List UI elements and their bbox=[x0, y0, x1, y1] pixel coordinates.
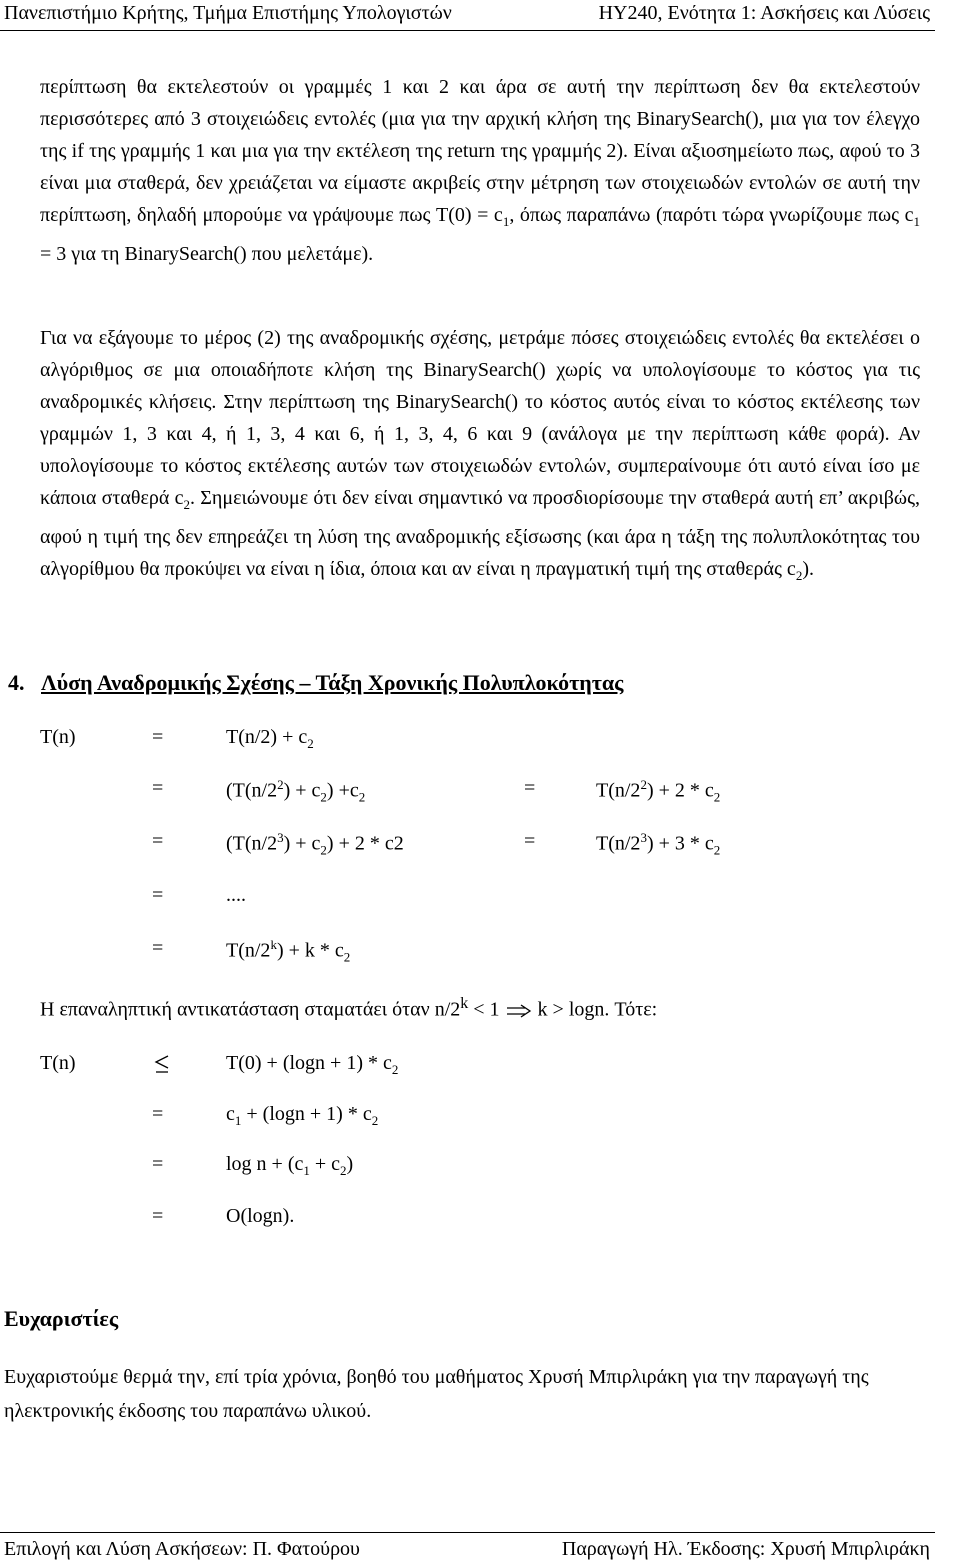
header-rule bbox=[0, 30, 935, 31]
derivation-expr: $T(n/2^k) + k * c_2$ bbox=[226, 937, 351, 965]
derivation-simplified: $T(n/2^2) + 2 * c_2$ bbox=[596, 777, 721, 805]
derivation-expr: $T(n/2) + c_2$ bbox=[226, 726, 314, 751]
equals-sign: = bbox=[152, 937, 164, 959]
derivation-row-5 bbox=[40, 937, 940, 969]
acknowledgements-text: Ευχαριστούμε θερμά την, επί τρία χρόνια, βοηθό του μαθήματος Χρυσή Μπιρλιράκη για την παραγωγή της ηλεκτρονικής έκδοσης του παραπάνω υλικού. bbox=[4, 1366, 869, 1422]
para2-text-c: ). bbox=[802, 558, 814, 580]
derivation-lhs: T(n) bbox=[40, 726, 76, 748]
result-expr: $c_1 + (\log n + 1) * c_2$ bbox=[226, 1103, 379, 1128]
para1-text-a: περίπτωση θα εκτελεστούν οι γραμμές 1 και 2 και άρα σε αυτή την περίπτωση δεν θα εκτελεστούν περισσότερες από 3 στοιχειώδεις εντολές (μια για την αρχική κλήση της BinarySearch(), μια για τον έλεγχο της if της γραμμής 1 και μια για την εκτέλεση της return της γραμμής 2). Είναι αξιοσημείωτο πως, αφού το 3 είναι μια σταθερά, δεν χρειάζεται να είμαστε ακριβείς στην μέτρηση των στοιχειωδών εντολών σε αυτή την περίπτωση, δηλαδή μπορούμε να γράψουμε πως T(0) = c bbox=[40, 76, 920, 226]
para1-text-b: , όπως παραπάνω (παρότι τώρα γνωρίζουμε πως c bbox=[509, 204, 914, 226]
result-row-2 bbox=[40, 1103, 940, 1135]
para2-text-a: Για να εξάγουμε το μέρος (2) της αναδρομικής σχέσης, μετράμε πόσες στοιχειώδεις εντολές θα εκτελέσει ο αλγόριθμος σε μια οποιαδήποτε κλήση της BinarySearch() χωρίς να υπολογίσουμε το κόστος για τις αναδρομικές κλήσεις. Στην περίπτωση της BinarySearch() το κόστος αυτός είναι το κόστος εκτέλεσης των γραμμών 1, 3 και 4, ή 1, 3, 4 και 6, ή 1, 3, 4, 6 και 9 (ανάλογα με την περίπτωση κάθε φορά). Αν υπολογίσουμε το κόστος εκτέλεσης αυτών των στοιχειωδών εντολών, συμπεραίνουμε ότι αυτό είναι ίσο με κάποια σταθερά c bbox=[40, 327, 920, 509]
page-header bbox=[0, 0, 960, 34]
acknowledgements-heading: Ευχαριστίες bbox=[4, 1306, 119, 1331]
result-lhs: T(n) bbox=[40, 1052, 76, 1074]
equals-sign: = bbox=[524, 777, 536, 799]
section-heading bbox=[8, 670, 623, 696]
derivation-row-3 bbox=[40, 830, 940, 862]
footer-rule bbox=[0, 1532, 935, 1533]
section-number: 4. bbox=[8, 670, 25, 695]
para1-sub-a: 1 bbox=[502, 214, 510, 229]
derivation-row-4 bbox=[40, 884, 940, 916]
para1-sub-b: 1 bbox=[913, 214, 920, 229]
para2-sub-a: 2 bbox=[183, 497, 190, 512]
equals-sign: = bbox=[152, 1153, 164, 1175]
equals-sign: = bbox=[524, 830, 536, 852]
header-course-info: Πανεπιστήμιο Κρήτης, Τμήμα Επιστήμης Υπολογιστών bbox=[4, 2, 452, 24]
para1-text-c: = 3 για τη BinarySearch() που μελετάμε). bbox=[40, 243, 374, 265]
derivation-row-1 bbox=[40, 726, 940, 758]
para2-sub-b: 2 bbox=[795, 568, 803, 583]
stop-condition-line: Η επαναληπτική αντικατάσταση σταματάει όταν $n/2^k < 1$ k > logn. Τότε: bbox=[40, 995, 658, 1021]
result-expr: $\log n + (c_1 + c_2)$ bbox=[226, 1153, 354, 1178]
result-expr: $T(0) + (\log n + 1) * c_2$ bbox=[226, 1052, 399, 1077]
equals-sign: = bbox=[152, 884, 164, 906]
derivation-ellipsis: .... bbox=[226, 884, 246, 906]
equals-sign: = bbox=[152, 777, 164, 799]
equals-sign: = bbox=[152, 726, 164, 748]
result-row-3 bbox=[40, 1153, 940, 1185]
section-title: Λύση Αναδρομικής Σχέσης – Τάξη Χρονικής Πολυπλοκότητας bbox=[41, 670, 624, 695]
paragraph-base-case bbox=[40, 71, 920, 270]
result-final: O(logn). bbox=[226, 1205, 295, 1227]
implies-arrow-icon bbox=[505, 1003, 533, 1019]
equals-sign: = bbox=[152, 1103, 164, 1125]
less-or-equal-sign bbox=[152, 1052, 172, 1075]
header-unit-title: ΗΥ240, Ενότητα 1: Ασκήσεις και Λύσεις bbox=[598, 2, 930, 24]
less-or-equal-icon bbox=[152, 1054, 172, 1074]
footer-production: Παραγωγή Ηλ. Έκδοσης: Χρυσή Μπιρλιράκη bbox=[561, 1538, 930, 1560]
derivation-row-2 bbox=[40, 777, 940, 809]
paragraph-recursive-part bbox=[40, 322, 920, 592]
footer-author: Επιλογή και Λύση Ασκήσεων: Π. Φατούρου bbox=[4, 1538, 360, 1560]
derivation-expr: $(T(n/2^2) + c_2) +c_2$ bbox=[226, 777, 366, 805]
derivation-expr: $(T(n/2^3) + c_2) + 2 * c2$ bbox=[226, 830, 404, 858]
derivation-simplified: $T(n/2^3) + 3 * c_2$ bbox=[596, 830, 721, 858]
result-row-1 bbox=[40, 1052, 940, 1084]
equals-sign: = bbox=[152, 1205, 164, 1227]
para2-text-b: . Σημειώνουμε ότι δεν είναι σημαντικό να προσδιορίσουμε την σταθερά αυτή επ’ ακριβώς, αφού η τιμή της δεν επηρεάζει τη λύση της αναδρομικής εξίσωσης (και άρα η τάξη της πολυπλοκότητας του αλγορίθμου θα προκύψει να είναι η ίδια, όποια και αν είναι η πραγματική τιμή της σταθεράς c bbox=[40, 487, 920, 580]
equals-sign: = bbox=[152, 830, 164, 852]
page-footer bbox=[0, 1528, 960, 1566]
result-row-4 bbox=[40, 1205, 940, 1237]
